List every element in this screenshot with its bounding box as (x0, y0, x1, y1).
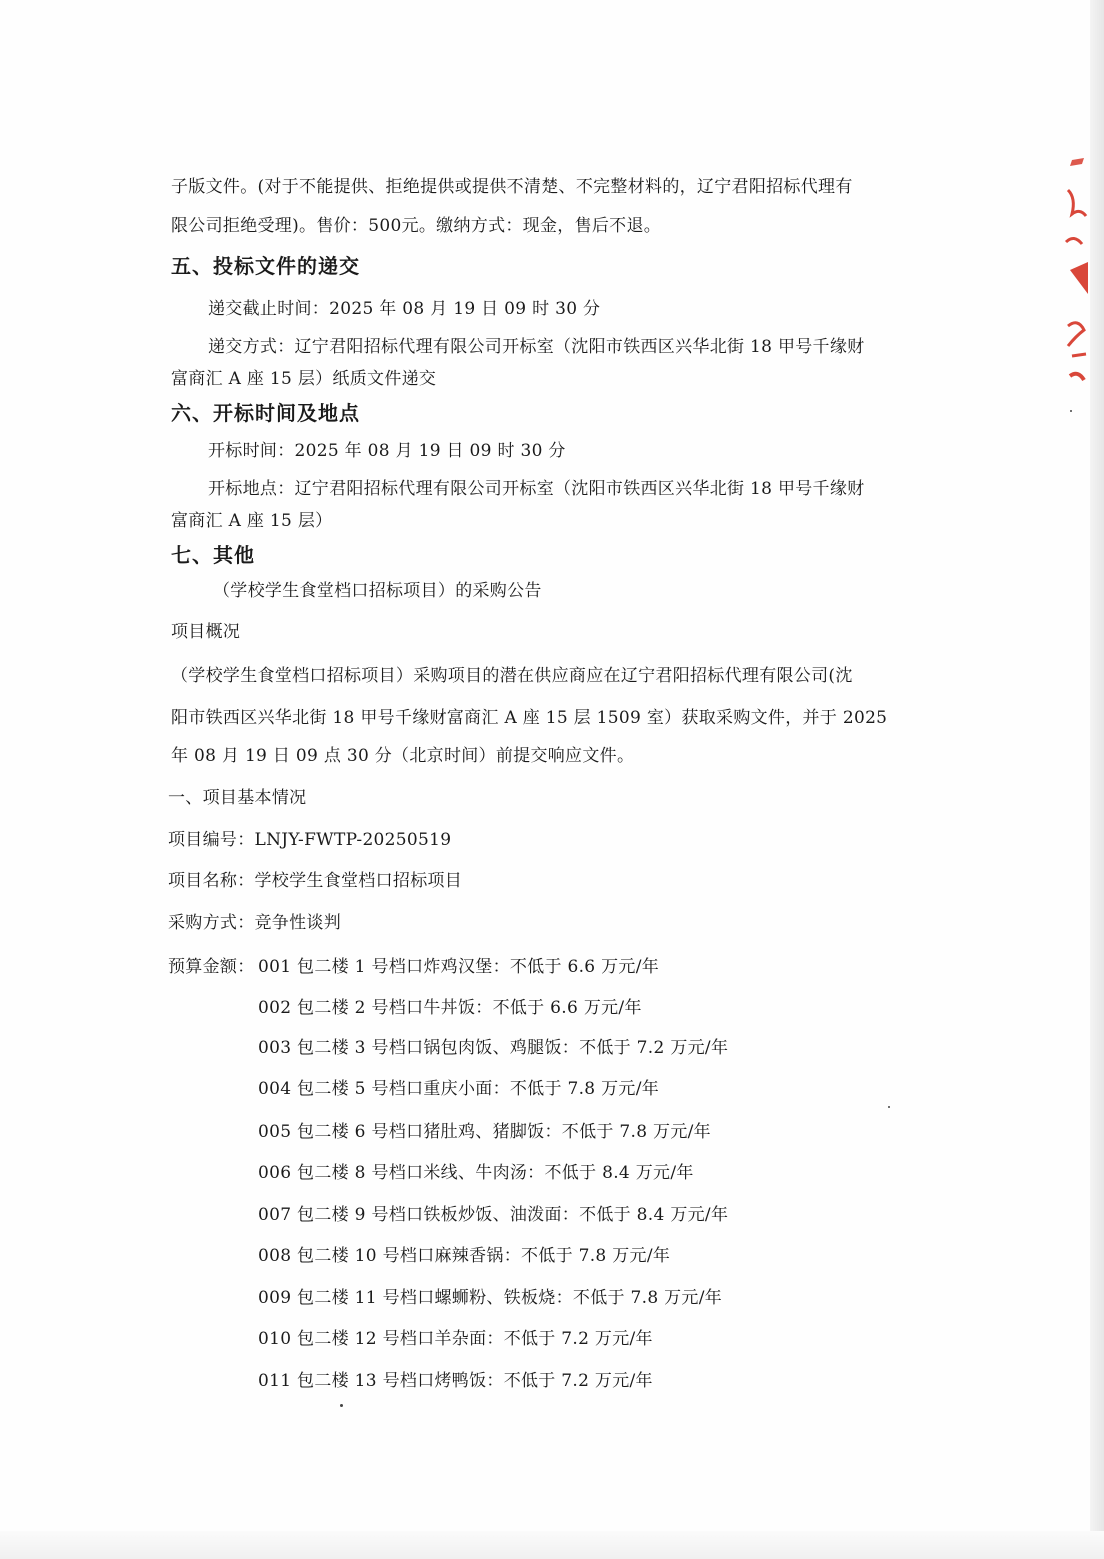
scan-right-edge (1090, 0, 1104, 1559)
overview-line-3: 年 08 月 19 日 09 点 30 分（北京时间）前提交响应文件。 (171, 746, 635, 766)
budget-item: 003 包二楼 3 号档口锅包肉饭、鸡腿饭：不低于 7.2 万元/年 (258, 1038, 729, 1058)
seal-stamp-fragment (1062, 150, 1090, 400)
scan-speck (340, 1404, 343, 1407)
budget-label: 预算金额： (168, 957, 255, 977)
budget-item: 002 包二楼 2 号档口牛丼饭：不低于 6.6 万元/年 (258, 998, 642, 1018)
opening-place-line-1: 开标地点：辽宁君阳招标代理有限公司开标室（沈阳市铁西区兴华北街 18 甲号千缘财 (208, 479, 865, 499)
overview-line-2: 阳市铁西区兴华北街 18 甲号千缘财富商汇 A 座 15 层 1509 室）获取采购文件，并于 2025 (171, 708, 888, 728)
submission-deadline: 递交截止时间：2025 年 08 月 19 日 09 时 30 分 (208, 299, 601, 319)
section-5-heading: 五、投标文件的递交 (171, 254, 360, 278)
budget-item: 005 包二楼 6 号档口猪肚鸡、猪脚饭：不低于 7.8 万元/年 (258, 1122, 711, 1142)
budget-item: 004 包二楼 5 号档口重庆小面：不低于 7.8 万元/年 (258, 1079, 660, 1099)
project-number: 项目编号：LNJY-FWTP-20250519 (168, 830, 452, 850)
overview-label: 项目概况 (171, 622, 241, 642)
section-6-heading: 六、开标时间及地点 (171, 401, 360, 425)
notice-title: （学校学生食堂档口招标项目）的采购公告 (213, 581, 542, 601)
budget-item: 009 包二楼 11 号档口螺蛳粉、铁板烧：不低于 7.8 万元/年 (258, 1288, 723, 1308)
budget-item: 010 包二楼 12 号档口羊杂面：不低于 7.2 万元/年 (258, 1329, 653, 1349)
overview-line-1: （学校学生食堂档口招标项目）采购项目的潜在供应商应在辽宁君阳招标代理有限公司(沈 (171, 666, 853, 686)
section-7-heading: 七、其他 (171, 543, 255, 567)
procurement-method: 采购方式：竞争性谈判 (168, 913, 341, 933)
budget-item: 007 包二楼 9 号档口铁板炒饭、油泼面：不低于 8.4 万元/年 (258, 1205, 729, 1225)
budget-item: 001 包二楼 1 号档口炸鸡汉堡：不低于 6.6 万元/年 (258, 957, 660, 977)
scan-bottom-edge (0, 1531, 1104, 1559)
budget-item: 006 包二楼 8 号档口米线、牛肉汤：不低于 8.4 万元/年 (258, 1163, 694, 1183)
basic-info-heading: 一、项目基本情况 (168, 788, 307, 808)
submission-method-line-2: 富商汇 A 座 15 层）纸质文件递交 (171, 369, 437, 389)
paragraph-continuation-line-2: 限公司拒绝受理)。售价：500元。缴纳方式：现金，售后不退。 (171, 216, 662, 236)
project-name: 项目名称：学校学生食堂档口招标项目 (168, 871, 463, 891)
scan-speck (1070, 410, 1072, 412)
submission-method-line-1: 递交方式：辽宁君阳招标代理有限公司开标室（沈阳市铁西区兴华北街 18 甲号千缘财 (208, 337, 865, 357)
budget-item: 008 包二楼 10 号档口麻辣香锅：不低于 7.8 万元/年 (258, 1246, 671, 1266)
budget-item: 011 包二楼 13 号档口烤鸭饭：不低于 7.2 万元/年 (258, 1371, 653, 1391)
opening-place-line-2: 富商汇 A 座 15 层） (171, 511, 333, 531)
scan-speck (888, 1106, 890, 1108)
paragraph-continuation-line-1: 子版文件。(对于不能提供、拒绝提供或提供不清楚、不完整材料的，辽宁君阳招标代理有 (171, 177, 853, 197)
opening-time: 开标时间：2025 年 08 月 19 日 09 时 30 分 (208, 441, 566, 461)
